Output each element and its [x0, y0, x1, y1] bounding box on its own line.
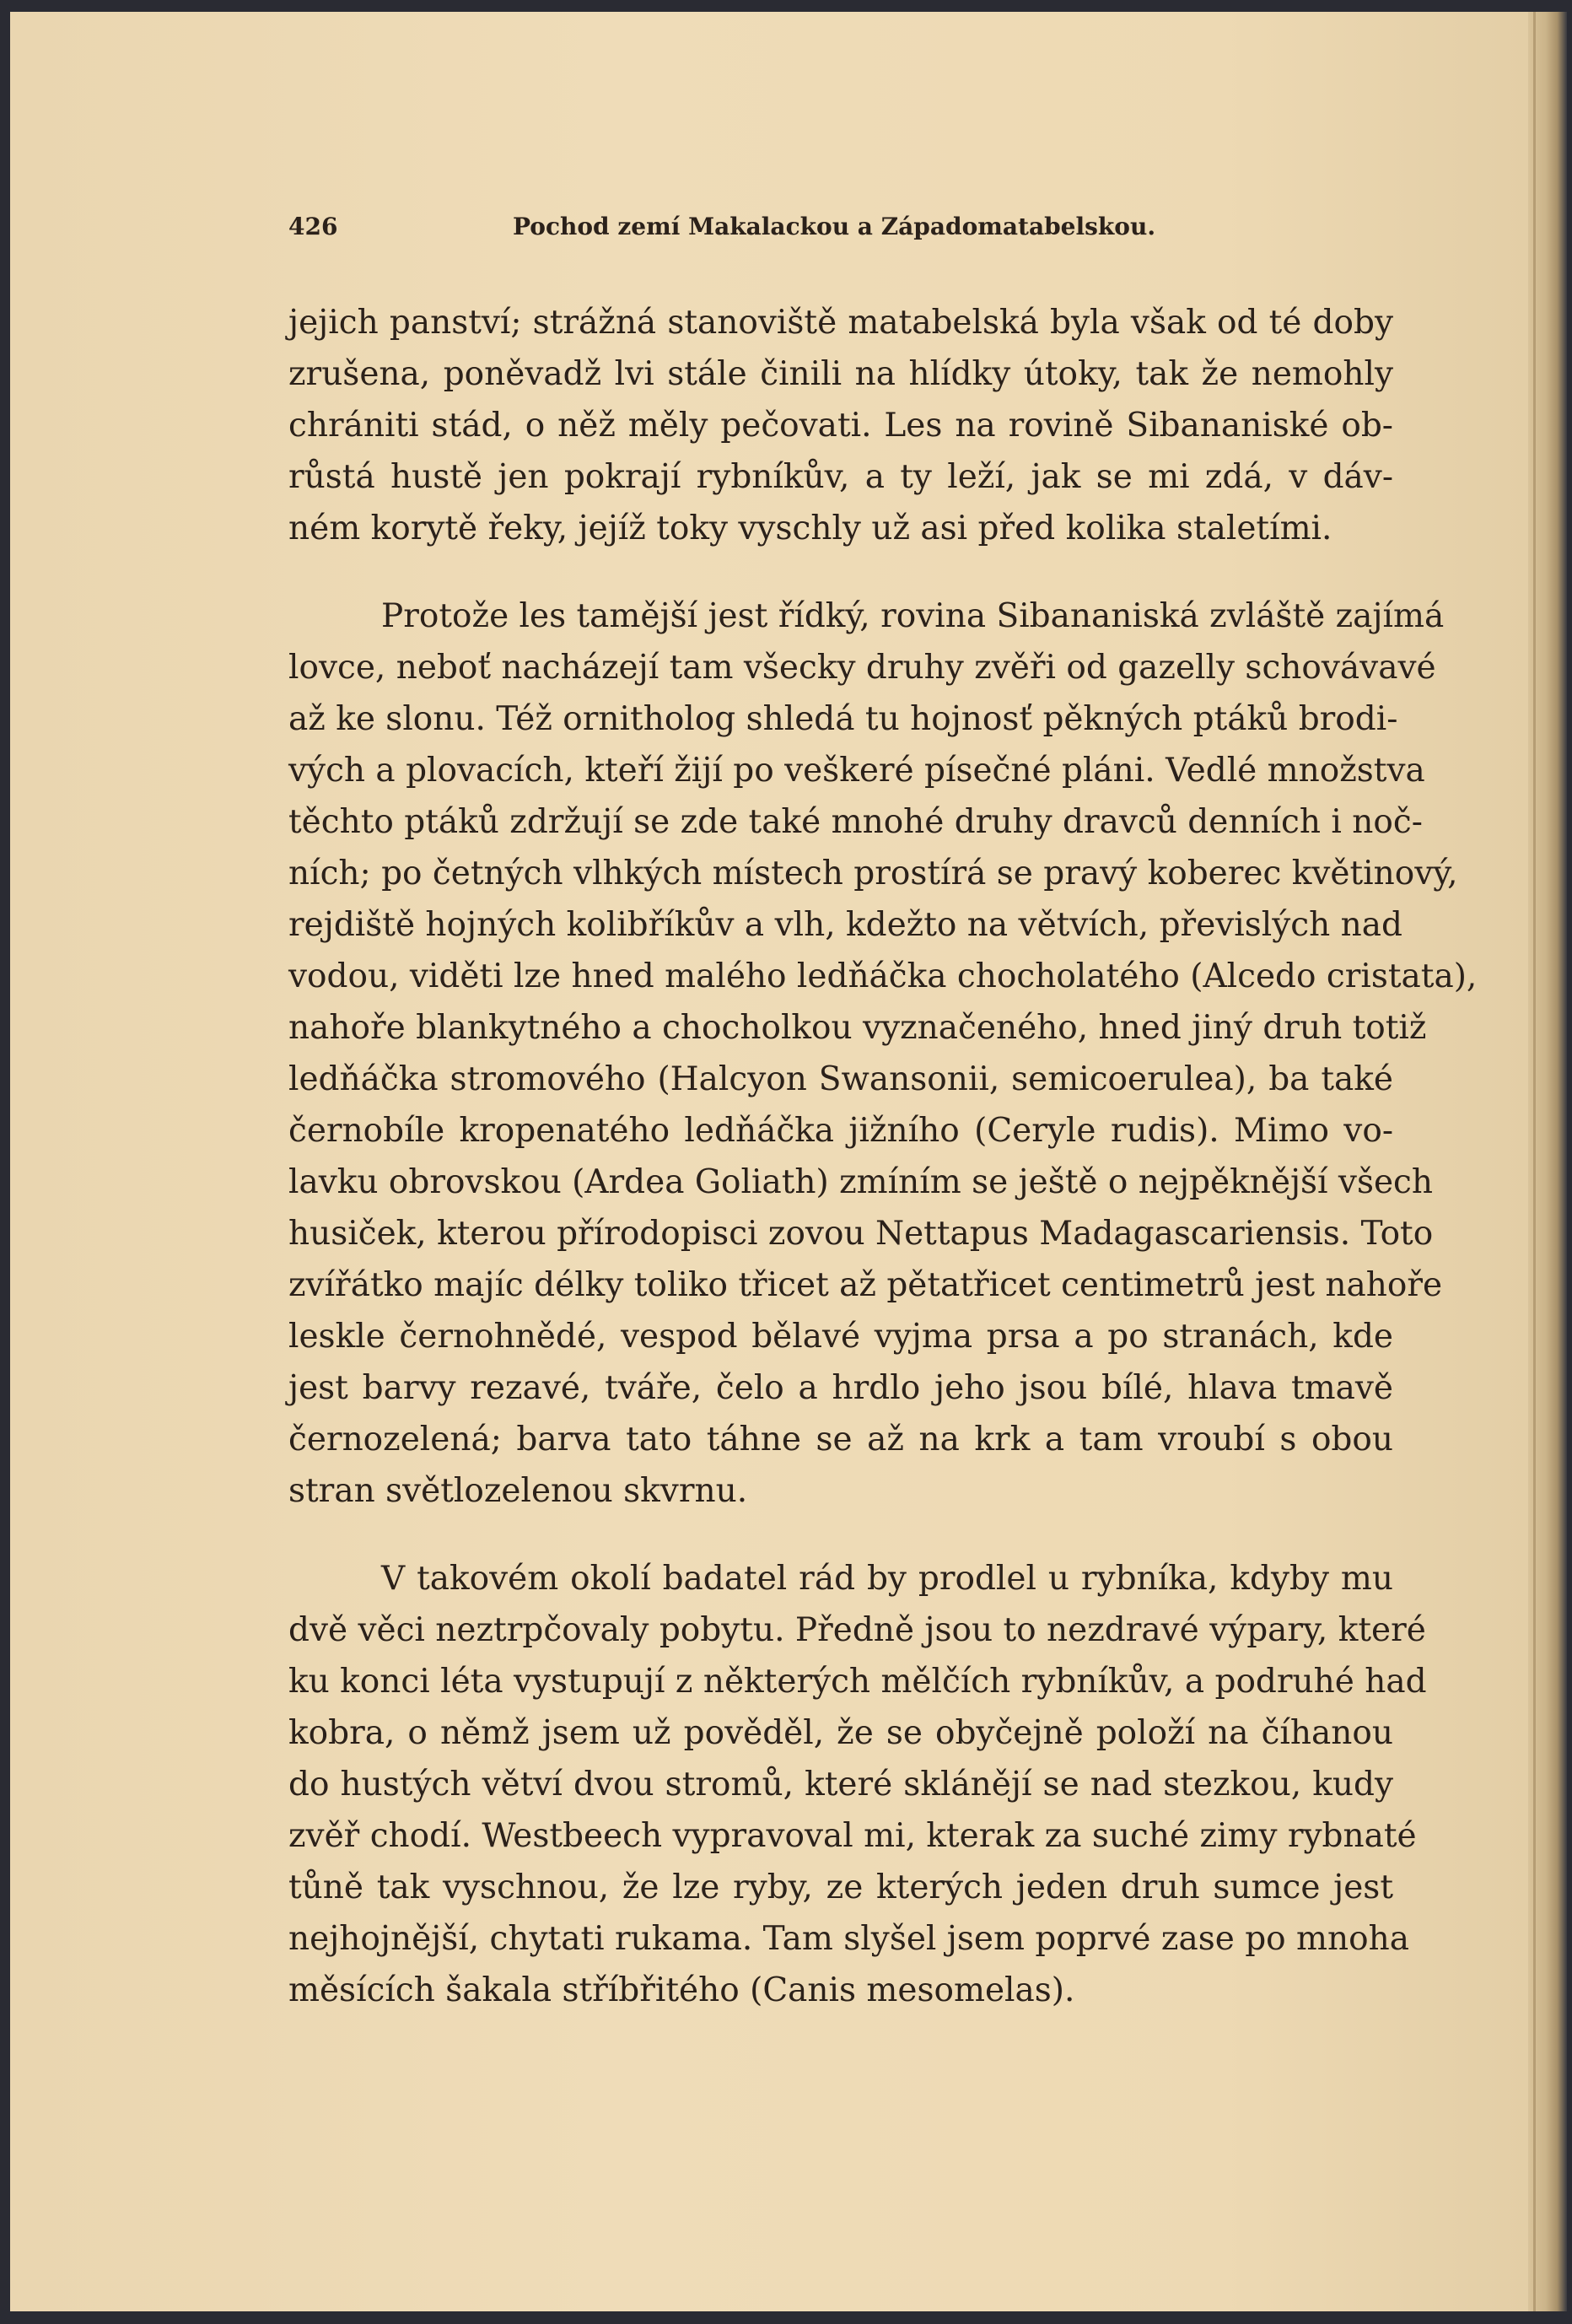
- text-line: nejhojnější, chytati rukama. Tam slyšel jsem poprvé zase po mnoha: [288, 1920, 1409, 1958]
- text-line: ku konci léta vystupují z některých mělčích rybníkův, a podruhé had: [288, 1663, 1427, 1701]
- text-line: husiček, kterou přírodopisci zovou Nettapus Madagascariensis. Toto: [288, 1215, 1434, 1253]
- text-line: zrušena, poněvadž lvi stále činili na hlídky útoky, tak že nemohly: [288, 355, 1393, 393]
- text-line: rejdiště hojných kolibříkův a vlh, kdežto na větvích, převislých nad: [288, 906, 1402, 944]
- page-header: [288, 213, 1157, 246]
- text-line: ném korytě řeky, jejíž toky vyschly už asi před kolika staletími.: [288, 510, 1332, 547]
- text-line: jejich panství; strážná stanoviště matabelská byla však od té doby: [288, 304, 1393, 342]
- text-line: lavku obrovskou (Ardea Goliath) zmíním se ještě o nejpěknější všech: [288, 1163, 1434, 1201]
- text-line: leskle černohnědé, vespod bělavé vyjma prsa a po stranách, kde: [288, 1318, 1393, 1356]
- text-line: černobíle kropenatého ledňáčka jižního (Ceryle rudis). Mimo vo-: [288, 1112, 1393, 1150]
- text-line: Protože les tamější jest řídký, rovina Sibananiská zvláště zajímá: [381, 597, 1445, 635]
- text-line: chrániti stád, o něž měly pečovati. Les na rovině Sibananiské ob-: [288, 407, 1393, 445]
- text-line: do hustých větví dvou stromů, které sklánějí se nad stezkou, kudy: [288, 1766, 1393, 1804]
- paragraph-1: [288, 297, 1393, 554]
- text-line: ních; po četných vlhkých místech prostírá se pravý koberec květinový,: [288, 855, 1458, 892]
- paragraph-3: [288, 1553, 1427, 2016]
- text-line: černozelená; barva tato táhne se až na krk a tam vroubí s obou: [288, 1421, 1393, 1459]
- text-line: zvířátko majíc délky toliko třicet až pětatřicet centimetrů jest nahoře: [288, 1266, 1443, 1304]
- text-line: těchto ptáků zdržují se zde také mnohé druhy dravců denních i noč-: [288, 803, 1423, 841]
- text-line: dvě věci neztrpčovaly pobytu. Předně jsou to nezdravé výpary, které: [288, 1611, 1426, 1649]
- text-line: měsících šakala stříbřitého (Canis mesomelas).: [288, 1971, 1075, 2009]
- text-line: stran světlozelenou skvrnu.: [288, 1472, 748, 1510]
- text-line: kobra, o němž jsem už pověděl, že se obyčejně položí na číhanou: [288, 1714, 1393, 1752]
- paragraph-2: [288, 590, 1478, 1517]
- text-line: vodou, viděti lze hned malého ledňáčka chocholatého (Alcedo cristata),: [288, 957, 1478, 995]
- running-title: Pochod zemí Makalackou a Západomatabelskou.: [513, 213, 1156, 240]
- text-line: vých a plovacích, kteří žijí po veškeré písečné pláni. Vedlé množstva: [288, 752, 1425, 790]
- text-line: ledňáčka stromového (Halcyon Swansonii, semicoerulea), ba také: [288, 1060, 1393, 1098]
- text-line: jest barvy rezavé, tváře, čelo a hrdlo jeho jsou bílé, hlava tmavě: [288, 1369, 1393, 1407]
- text-line: až ke slonu. Též ornitholog shledá tu hojnosť pěkných ptáků brodi-: [288, 700, 1398, 738]
- text-line: růstá hustě jen pokrají rybníkův, a ty leží, jak se mi zdá, v dáv-: [288, 458, 1393, 496]
- body-text: [288, 297, 1478, 2052]
- page-number: 426: [288, 213, 338, 240]
- text-line: nahoře blankytného a chocholkou vyznačeného, hned jiný druh totiž: [288, 1009, 1427, 1047]
- text-line: lovce, neboť nacházejí tam všecky druhy zvěři od gazelly schovávavé: [288, 649, 1436, 687]
- text-line: V takovém okolí badatel rád by prodlel u rybníka, kdyby mu: [381, 1560, 1393, 1598]
- page-edge-line: [1533, 12, 1536, 2311]
- text-line: zvěř chodí. Westbeech vypravoval mi, kterak za suché zimy rybnaté: [288, 1817, 1417, 1855]
- text-line: tůně tak vyschnou, že lze ryby, ze kterých jeden druh sumce jest: [288, 1868, 1393, 1906]
